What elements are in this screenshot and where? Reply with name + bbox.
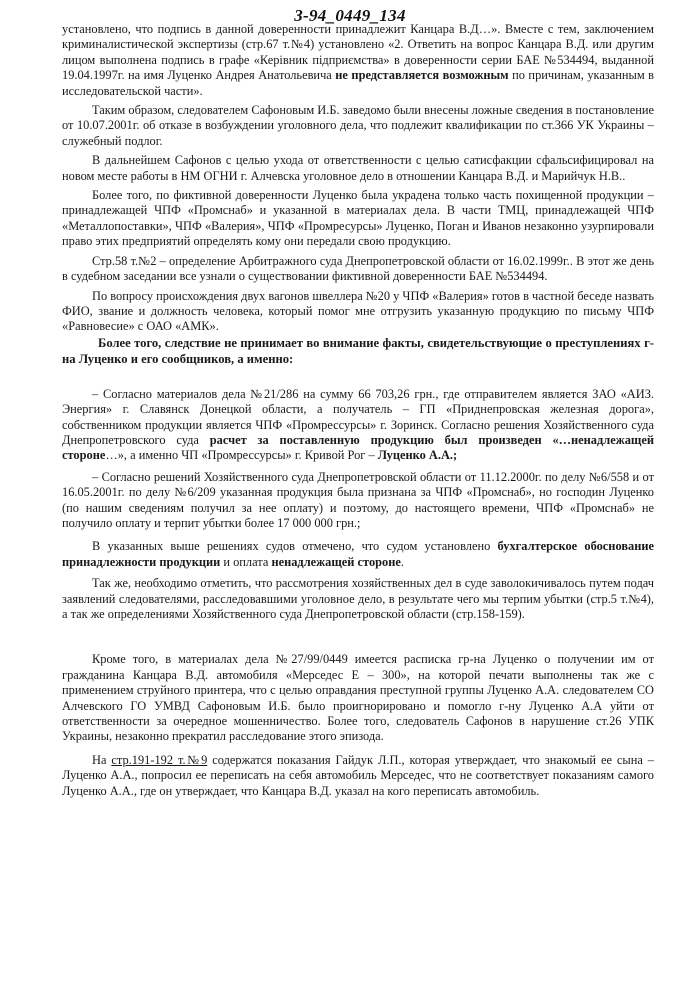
paragraph-mercedes-receipt: Кроме того, в материалах дела №27/99/0449 имеется расписка гр-на Луценко о получении им от гражданина Канцара В.Д. автомобиля «Мерседес Е – 300», на которой печати выполнены так же с применением струйного принтера, что с целью оправдания преступной группы Луценко А.А. следователем СО Алчевского ГО УМВД Сафоновым И.Б. было проигнорировано и помогло г-ну Луценко А.А уйти от ответственности за очередное мошенничество. Более того, следователь Сафонов в нарушение ст.26 УПК Украины, незаконно прекратил расследование этого эпизода. bbox=[62, 652, 654, 744]
bold-text: ненадлежащей стороне bbox=[271, 554, 401, 569]
underlined-reference: стр.191-192 т.№9 bbox=[111, 752, 208, 767]
paragraph-wagons: По вопросу происхождения двух вагонов швеллера №20 у ЧПФ «Валерия» готов в частной беседе назвать ФИО, звание и должность человека, который помог мне отгрузить указанную продукцию по письму ЧПФ «Равновесие» с ОАО «АМК». bbox=[62, 288, 655, 334]
bold-text: расчет за поставленную продукцию был произведен «…ненадлежащей стороне bbox=[62, 432, 655, 463]
text: . bbox=[400, 554, 404, 569]
bold-text: Луценко А.А.; bbox=[377, 448, 458, 463]
text: – Согласно материалов дела №21/286 на сумму 66 703,26 грн., где отправителем является ЗАО «АИЗ. Энергия» г. Славянск Донецкой области, а получатель – ГП «Приднепровская железная дорога», собственником продукции является ЧПФ «Промрессурсы» г. Зоринск. Согласно решения Хозяйственного суда Днепропетровского суда bbox=[62, 386, 654, 447]
text: и оплата bbox=[220, 554, 272, 569]
document-page bbox=[62, 22, 654, 799]
bold-text: бухгалтерское обоснование принадлежности продукции bbox=[62, 539, 654, 569]
bold-text: не представляется возможным bbox=[335, 68, 509, 83]
paragraph-court-decisions: – Согласно решений Хозяйственного суда Днепропетровской области от 11.12.2000г. по делу №6/558 и от 16.05.2001г. по делу №6/209 указанная продукция была признана за ЧПФ «Промснаб», но господин Луценко (по нашим сведениям получил за нее оплату) и поэтому, до настоящего времени, ЧПФ «Промснаб» не получило оплату и терпит убытки более 17 000 000 грн.; bbox=[62, 469, 654, 530]
document-code: 3-94_0449_134 bbox=[294, 6, 406, 25]
text: …», а именно ЧП «Промрессурсы» г. Кривой Рог – bbox=[105, 448, 378, 463]
paragraph-expertise bbox=[62, 22, 654, 99]
paragraph-testimony bbox=[62, 753, 654, 799]
section-heading: Более того, следствие не принимает во внимание факты, свидетельствующие о преступлениях г-на Луценко и его сообщников, а именно: bbox=[62, 335, 654, 366]
paragraph-false-info: Таким образом, следователем Сафоновым И.Б. заведомо были внесены ложные сведения в постановление от 10.07.2001г. об отказе в возбуждении уголовного дела, что подлежит квалификации по ст.366 УК Украины – служебный подлог. bbox=[62, 103, 654, 148]
text: В указанных выше решениях судов отмечено, что судом установлено bbox=[92, 539, 498, 554]
paragraph-safonov: В дальнейшем Сафонов с целью ухода от ответственности с целью сатисфакции сфальсифицировал на новом месте работы в НМ ОГНИ г. Алчевска уголовное дело в отношении Канцара В.Д. и Марийчук Н.В.. bbox=[62, 153, 654, 183]
paragraph-arbitration: Стр.58 т.№2 – определение Арбитражного суда Днепропетровской области от 16.02.1999г.. В этот же день в судебном заседании все узнали о существовании фиктивной доверенности БАЕ №534494. bbox=[62, 253, 654, 284]
text: На bbox=[92, 752, 112, 767]
text: установлено, что подпись в данной доверенности принадлежит Канцара В.Д…». Вместе с тем, заключением криминалистической экспертизы (стр.67 т.№4) установлено «2. Ответить на вопрос Канцара В.Д. или другим лицом выполнена подпись в графе «Керівник підприємства» в доверенности серии БАЕ №534494, выданной 19.04.1997г. на имя Луценко Андрея Анатольевича bbox=[62, 22, 654, 83]
paragraph-case-21-286 bbox=[62, 387, 654, 464]
paragraph-accounting bbox=[62, 539, 654, 570]
paragraph-fictitious-power: Более того, по фиктивной доверенности Луценко была украдена только часть похищенной продукции – принадлежащей ЧПФ «Промснаб» и указанной в материалах дела. В части ТМЦ, принадлежащей ЧПФ «Металлопоставки», ЧПФ «Валерия», ЧПФ «Промресурсы» Луценко, Поган и Иванов незаконно узурпировали право этих предприятий определять кому они передали свою продукцию. bbox=[62, 188, 654, 249]
text: содержатся показания Гайдук Л.П., которая утверждает, что знакомый ее сына – Луценко А.А., попросил ее переписать на себя автомобиль Мерседес, что не соответствует показаниям самого Луценко А.А., где он утверждает, что Канцара В.Д. указал на кого переписать автомобиль. bbox=[62, 752, 655, 798]
paragraph-delays: Так же, необходимо отметить, что рассмотрения хозяйственных дел в суде заволокичивалось путем подач заявлений следователями, расследовавшими уголовное дело, в результате чего мы терпим убытки (стр.5 т.№4), а так же определениями Хозяйственного суда Днепропетровской области (стр.158-159). bbox=[62, 576, 654, 621]
text: по причинам, указанным в исследовательской части». bbox=[62, 68, 655, 98]
